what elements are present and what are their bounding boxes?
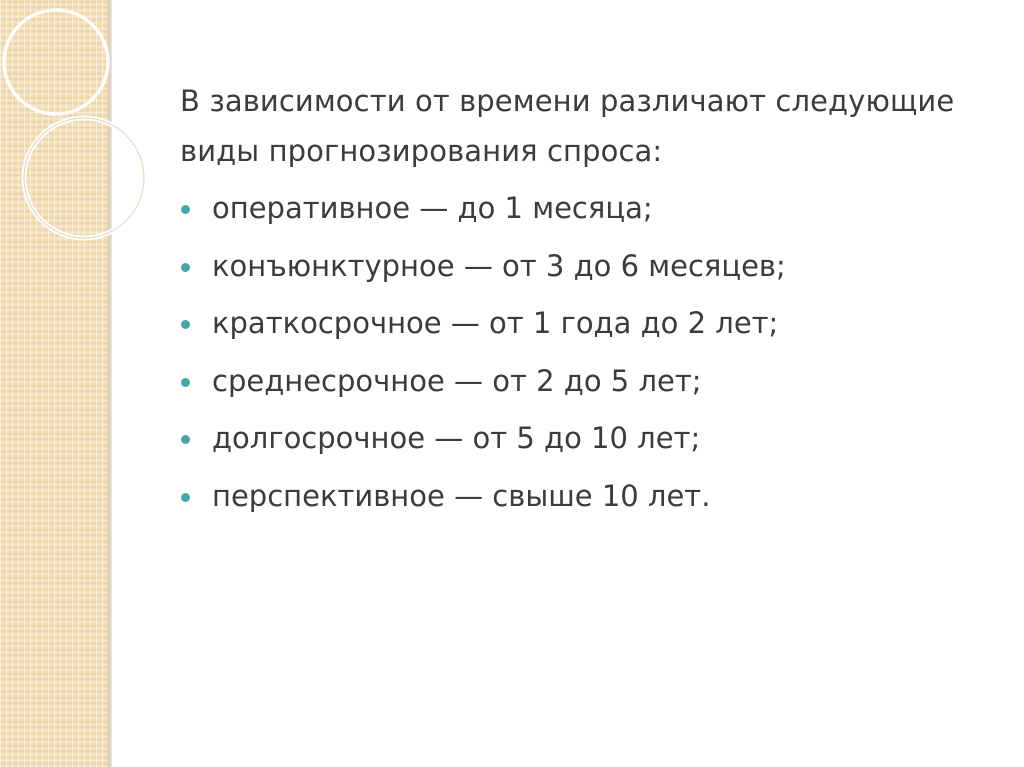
bullet-dot-icon [181, 205, 190, 214]
bullet-dot-icon [181, 493, 190, 502]
list-item [180, 180, 980, 238]
list-item [180, 353, 980, 411]
bullet-dot-icon [181, 263, 190, 272]
list-item [180, 238, 980, 296]
ring-decoration-icon [0, 0, 160, 260]
forecast-types-list [180, 180, 980, 525]
list-item-text: конъюнктурное — от 3 до 6 месяцев; [212, 248, 786, 283]
bullet-dot-icon [181, 320, 190, 329]
slide-content [180, 76, 980, 525]
list-item-text: долгосрочное — от 5 до 10 лет; [212, 421, 701, 455]
bullet-dot-icon [181, 378, 190, 387]
list-item-text: перспективное — свыше 10 лет. [212, 478, 711, 513]
list-item [180, 295, 980, 353]
list-item-text: среднесрочное — от 2 до 5 лет; [212, 363, 702, 398]
list-item-text: оперативное — до 1 месяца; [212, 191, 653, 225]
list-item-text: краткосрочное — от 1 года до 2 лет; [212, 306, 779, 340]
intro-text: В зависимости от времени различают следующие виды прогнозирования спроса: [180, 84, 955, 168]
list-item [180, 410, 980, 468]
bullet-dot-icon [181, 435, 190, 444]
list-item [180, 468, 980, 526]
